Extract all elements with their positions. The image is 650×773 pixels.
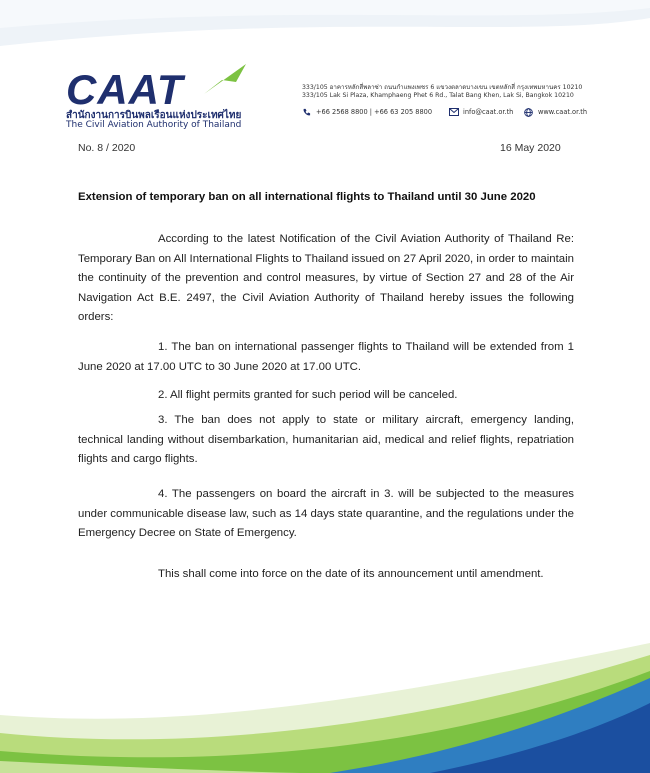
footer-wave-decoration — [0, 633, 650, 773]
contact-phone — [302, 108, 432, 116]
contact-website — [524, 108, 587, 116]
caat-logo-wordmark: CAAT — [66, 66, 184, 113]
document-title: Extension of temporary ban on all international flights to Thailand until 30 June 2020 — [78, 191, 536, 203]
paragraph-closing: This shall come into force on the date of its announcement until amendment. — [158, 568, 544, 580]
org-name-english: The Civil Aviation Authority of Thailand — [66, 120, 242, 130]
paragraph-order-3: 3. The ban does not apply to state or military aircraft, emergency landing, technical landing without disembarkation, humanitarian aid, medical and relief flights, repatriation flights and cargo flights. — [78, 414, 574, 466]
paragraph-order-2: 2. All flight permits granted for such period will be canceled. — [158, 389, 458, 401]
document-date: 16 May 2020 — [500, 142, 561, 154]
website-url[interactable]: www.caat.or.th — [538, 108, 588, 116]
org-name-thai: สำนักงานการบินพลเรือนแห่งประเทศไทย — [66, 110, 242, 121]
email-icon — [449, 108, 459, 116]
address-thai: 333/105 อาคารหลักสี่พลาซ่า ถนนกำแพงเพชร 6 แขวงตลาดบางเขน เขตหลักสี่ กรุงเทพมหานคร 10210 — [302, 84, 583, 91]
paragraph-order-1: 1. The ban on international passenger flights to Thailand will be extended from 1 June 2020 at 17.00 UTC to 30 June 2020 at 17.00 UTC. — [78, 341, 574, 373]
logo-swoosh-icon — [200, 60, 250, 100]
header-wave-decoration — [0, 0, 650, 70]
paragraph-order-4: 4. The passengers on board the aircraft in 3. will be subjected to the measures under communicable disease law, such as 14 days state quarantine, and the regulations under the Emergency Decree on State of Emergency. — [78, 488, 574, 540]
phone-numbers: +66 2568 8800 | +66 63 205 8800 — [316, 108, 433, 116]
document-reference-number: No. 8 / 2020 — [78, 142, 136, 154]
phone-icon — [302, 108, 312, 116]
address-english: 333/105 Lak Si Plaza, Khamphaeng Phet 6 Rd., Talat Bang Khen, Lak Si, Bangkok 10210 — [302, 92, 574, 99]
globe-icon — [524, 108, 534, 116]
contact-email — [449, 108, 513, 116]
email-address[interactable]: info@caat.or.th — [463, 108, 514, 116]
paragraph-intro: According to the latest Notification of the Civil Aviation Authority of Thailand Re: Temporary Ban on All International Flights to Thailand issued on 27 April 2020, in order to maintain the continuity of the prevention and control measures, by virtue of Section 27 and 28 of the Air Navigation Act B.E. 2497, the Civil Aviation Authority of Thailand hereby issues the following orders: — [78, 233, 574, 324]
